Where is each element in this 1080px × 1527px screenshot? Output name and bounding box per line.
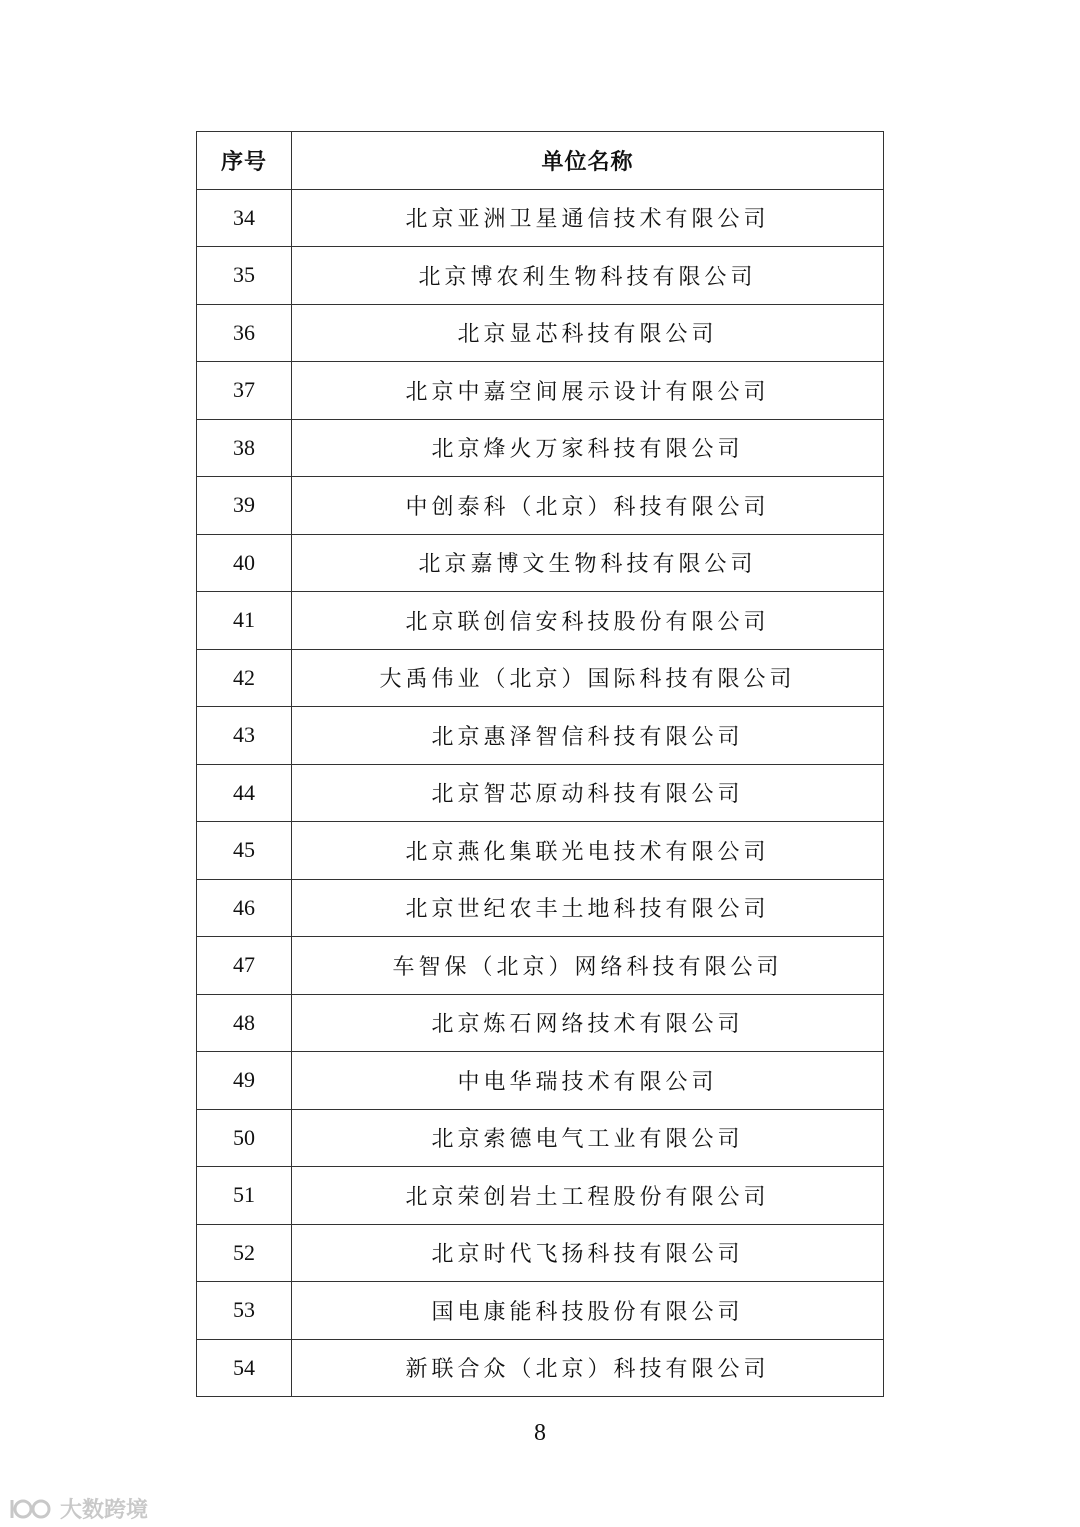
watermark — [8, 1493, 148, 1524]
row-number: 48 — [197, 994, 292, 1052]
company-name: 北京索德电气工业有限公司 — [292, 1109, 884, 1167]
company-name: 北京亚洲卫星通信技术有限公司 — [292, 189, 884, 247]
table-row — [197, 189, 884, 247]
row-number: 43 — [197, 707, 292, 765]
row-number: 38 — [197, 419, 292, 477]
table-row — [197, 1339, 884, 1397]
table-row — [197, 419, 884, 477]
table-row — [197, 1224, 884, 1282]
company-name: 中电华瑞技术有限公司 — [292, 1052, 884, 1110]
row-number: 40 — [197, 534, 292, 592]
watermark-text: 大数跨境 — [60, 1498, 149, 1523]
row-number: 37 — [197, 362, 292, 420]
table-row — [197, 1052, 884, 1110]
company-table — [196, 131, 884, 1397]
table-header-row — [197, 132, 884, 190]
company-name: 北京显芯科技有限公司 — [292, 304, 884, 362]
row-number: 45 — [197, 822, 292, 880]
row-number: 42 — [197, 649, 292, 707]
company-name: 车智保（北京）网络科技有限公司 — [292, 937, 884, 995]
row-number: 41 — [197, 592, 292, 650]
table-row — [197, 937, 884, 995]
company-name: 北京中嘉空间展示设计有限公司 — [292, 362, 884, 420]
row-number: 54 — [197, 1339, 292, 1397]
table-row — [197, 592, 884, 650]
table-body — [197, 189, 884, 1397]
table-row — [197, 1109, 884, 1167]
header-number: 序号 — [197, 132, 292, 190]
company-name: 大禹伟业（北京）国际科技有限公司 — [292, 649, 884, 707]
company-name: 北京博农利生物科技有限公司 — [292, 247, 884, 305]
row-number: 49 — [197, 1052, 292, 1110]
header-name: 单位名称 — [292, 132, 884, 190]
table-row — [197, 247, 884, 305]
row-number: 36 — [197, 304, 292, 362]
table-row — [197, 1282, 884, 1340]
table-row — [197, 304, 884, 362]
logo-icon — [8, 1496, 54, 1522]
row-number: 47 — [197, 937, 292, 995]
company-name: 北京嘉博文生物科技有限公司 — [292, 534, 884, 592]
table-row — [197, 994, 884, 1052]
row-number: 39 — [197, 477, 292, 535]
table-row — [197, 534, 884, 592]
table-row — [197, 1167, 884, 1225]
company-name: 北京烽火万家科技有限公司 — [292, 419, 884, 477]
row-number: 46 — [197, 879, 292, 937]
table-row — [197, 477, 884, 535]
row-number: 50 — [197, 1109, 292, 1167]
page-number: 8 — [534, 1420, 546, 1446]
company-name: 北京联创信安科技股份有限公司 — [292, 592, 884, 650]
row-number: 52 — [197, 1224, 292, 1282]
table-row — [197, 879, 884, 937]
company-name: 北京世纪农丰土地科技有限公司 — [292, 879, 884, 937]
company-name: 国电康能科技股份有限公司 — [292, 1282, 884, 1340]
company-name: 北京惠泽智信科技有限公司 — [292, 707, 884, 765]
company-name: 中创泰科（北京）科技有限公司 — [292, 477, 884, 535]
company-name: 北京时代飞扬科技有限公司 — [292, 1224, 884, 1282]
row-number: 34 — [197, 189, 292, 247]
table-row — [197, 822, 884, 880]
row-number: 35 — [197, 247, 292, 305]
company-name: 新联合众（北京）科技有限公司 — [292, 1339, 884, 1397]
table-row — [197, 764, 884, 822]
row-number: 51 — [197, 1167, 292, 1225]
company-name: 北京智芯原动科技有限公司 — [292, 764, 884, 822]
table-row — [197, 707, 884, 765]
table-row — [197, 362, 884, 420]
table-row — [197, 649, 884, 707]
company-name: 北京燕化集联光电技术有限公司 — [292, 822, 884, 880]
company-name: 北京炼石网络技术有限公司 — [292, 994, 884, 1052]
row-number: 44 — [197, 764, 292, 822]
row-number: 53 — [197, 1282, 292, 1340]
company-name: 北京荣创岩土工程股份有限公司 — [292, 1167, 884, 1225]
